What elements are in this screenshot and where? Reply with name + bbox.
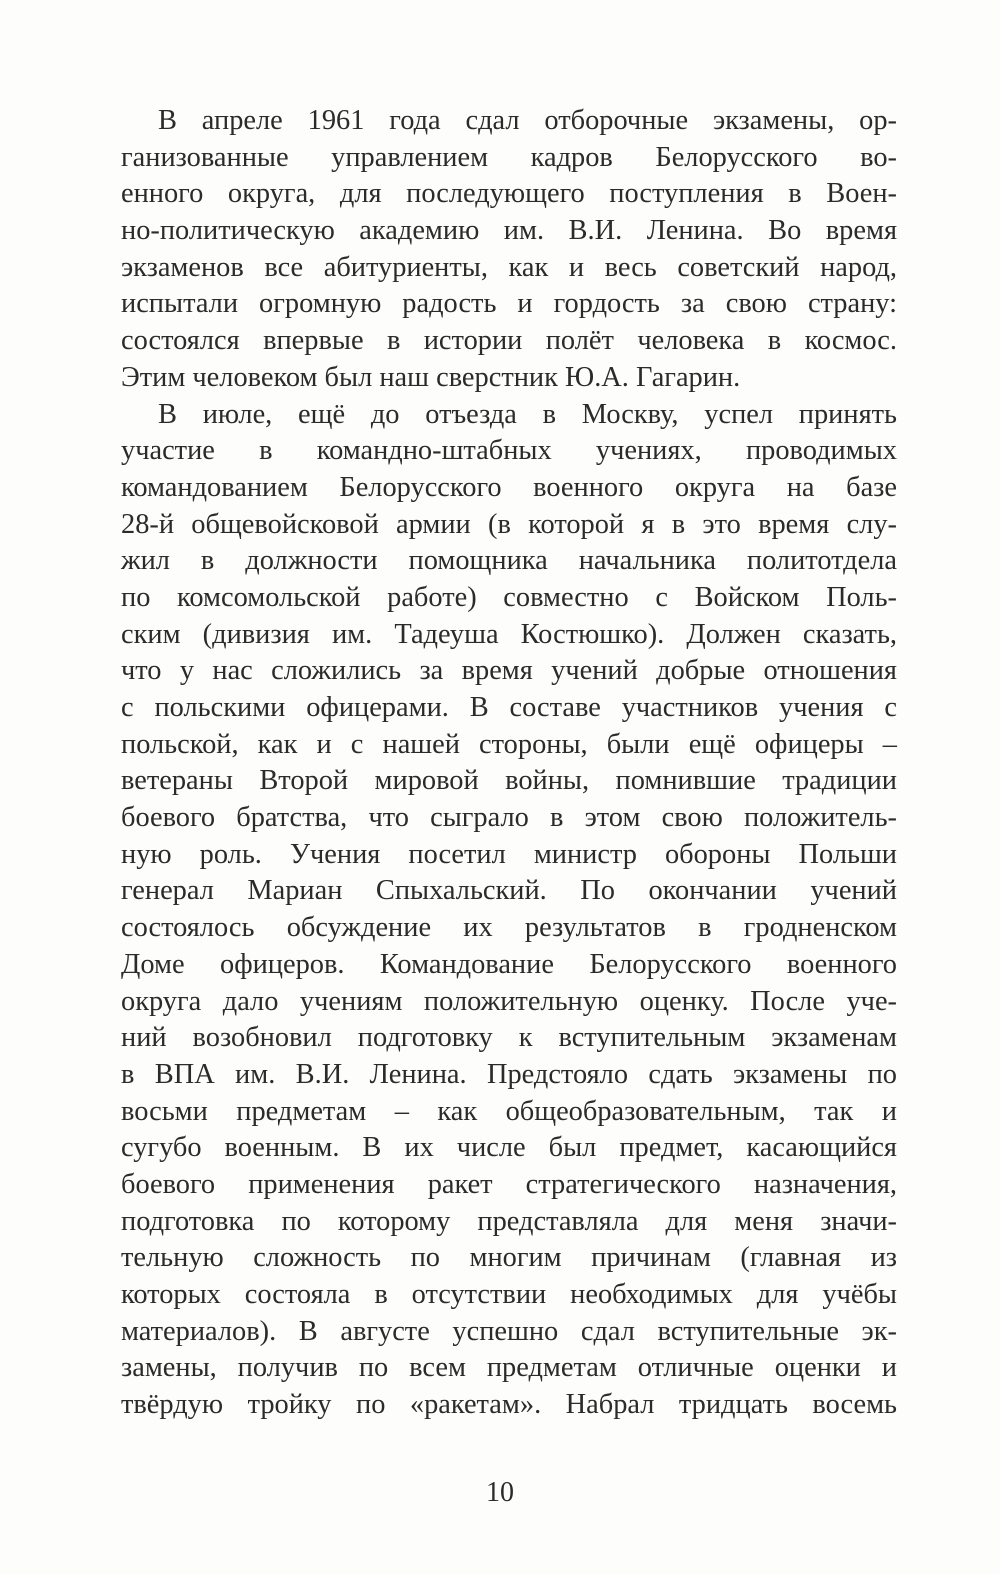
text-line: по комсомольской работе) совместно с Войском Поль- (121, 581, 897, 613)
text-line: 28-й общевойсковой армии (в которой я в это время слу- (121, 508, 897, 540)
text-line: в ВПА им. В.И. Ленина. Предстояло сдать экзамены по (121, 1058, 897, 1090)
page-number: 10 (486, 1477, 514, 1508)
text-line: енного округа, для последующего поступления в Воен- (121, 178, 897, 210)
text-line: В июле, ещё до отъезда в Москву, успел принять (158, 398, 897, 430)
text-line: польской, как и с нашей стороны, были ещё офицеры – (121, 728, 897, 760)
text-line: которых состояла в отсутствии необходимых для учёбы (121, 1279, 897, 1310)
paragraph-1 (121, 103, 897, 397)
text-line: Этим человеком был наш сверстник Ю.А. Гагарин. (121, 361, 741, 393)
text-line: материалов). В августе успешно сдал вступительные эк- (121, 1315, 897, 1347)
text-line: замены, получив по всем предметам отличные оценки и (121, 1352, 897, 1384)
text-line: сугубо военным. В их числе был предмет, касающийся (121, 1132, 897, 1164)
text-line: генерал Мариан Спыхальский. По окончании учений (121, 875, 897, 907)
text-line: твёрдую тройку по «ракетам». Набрал тридцать восемь (121, 1389, 897, 1421)
text-line: экзаменов все абитуриенты, как и весь советский народ, (121, 251, 897, 283)
text-line: подготовка по которому представляла для меня значи- (121, 1205, 897, 1237)
text-line: состоялся впервые в истории полёт человека в космос. (121, 325, 897, 357)
text-line: участие в командно-штабных учениях, проводимых (121, 435, 897, 467)
text-line: боевого применения ракет стратегического назначения, (121, 1168, 897, 1200)
text-line: округа дало учениям положительную оценку. После уче- (121, 985, 897, 1017)
text-line: что у нас сложились за время учений добрые отношения (121, 655, 897, 687)
body-text (121, 103, 897, 1424)
text-line: ную роль. Учения посетил министр обороны Польши (121, 838, 897, 870)
text-line: командованием Белорусского военного округа на базе (121, 471, 897, 503)
text-line: ганизованные управлением кадров Белорусского во- (121, 141, 897, 173)
text-line: но-политическую академию им. В.И. Ленина. Во время (121, 215, 897, 247)
text-line: ветераны Второй мировой войны, помнившие традиции (121, 765, 897, 797)
text-line: Доме офицеров. Командование Белорусского военного (121, 948, 897, 980)
text-line: жил в должности помощника начальника политотдела (121, 545, 897, 577)
text-line: ским (дивизия им. Тадеуша Костюшко). Должен сказать, (121, 618, 897, 650)
text-line: тельную сложность по многим причинам (главная из (121, 1242, 897, 1274)
text-line: испытали огромную радость и гордость за свою страну: (121, 288, 897, 320)
text-line: восьми предметам – как общеобразовательным, так и (121, 1095, 897, 1127)
text-line: В апреле 1961 года сдал отборочные экзамены, ор- (158, 105, 897, 136)
text-line: ний возобновил подготовку к вступительным экзаменам (121, 1022, 897, 1054)
paragraph-2 (121, 397, 897, 1424)
text-line: с польскими офицерами. В составе участников учения с (121, 692, 897, 723)
text-line: боевого братства, что сыграло в этом свою положитель- (121, 802, 897, 834)
text-line: состоялось обсуждение их результатов в гродненском (121, 912, 897, 944)
